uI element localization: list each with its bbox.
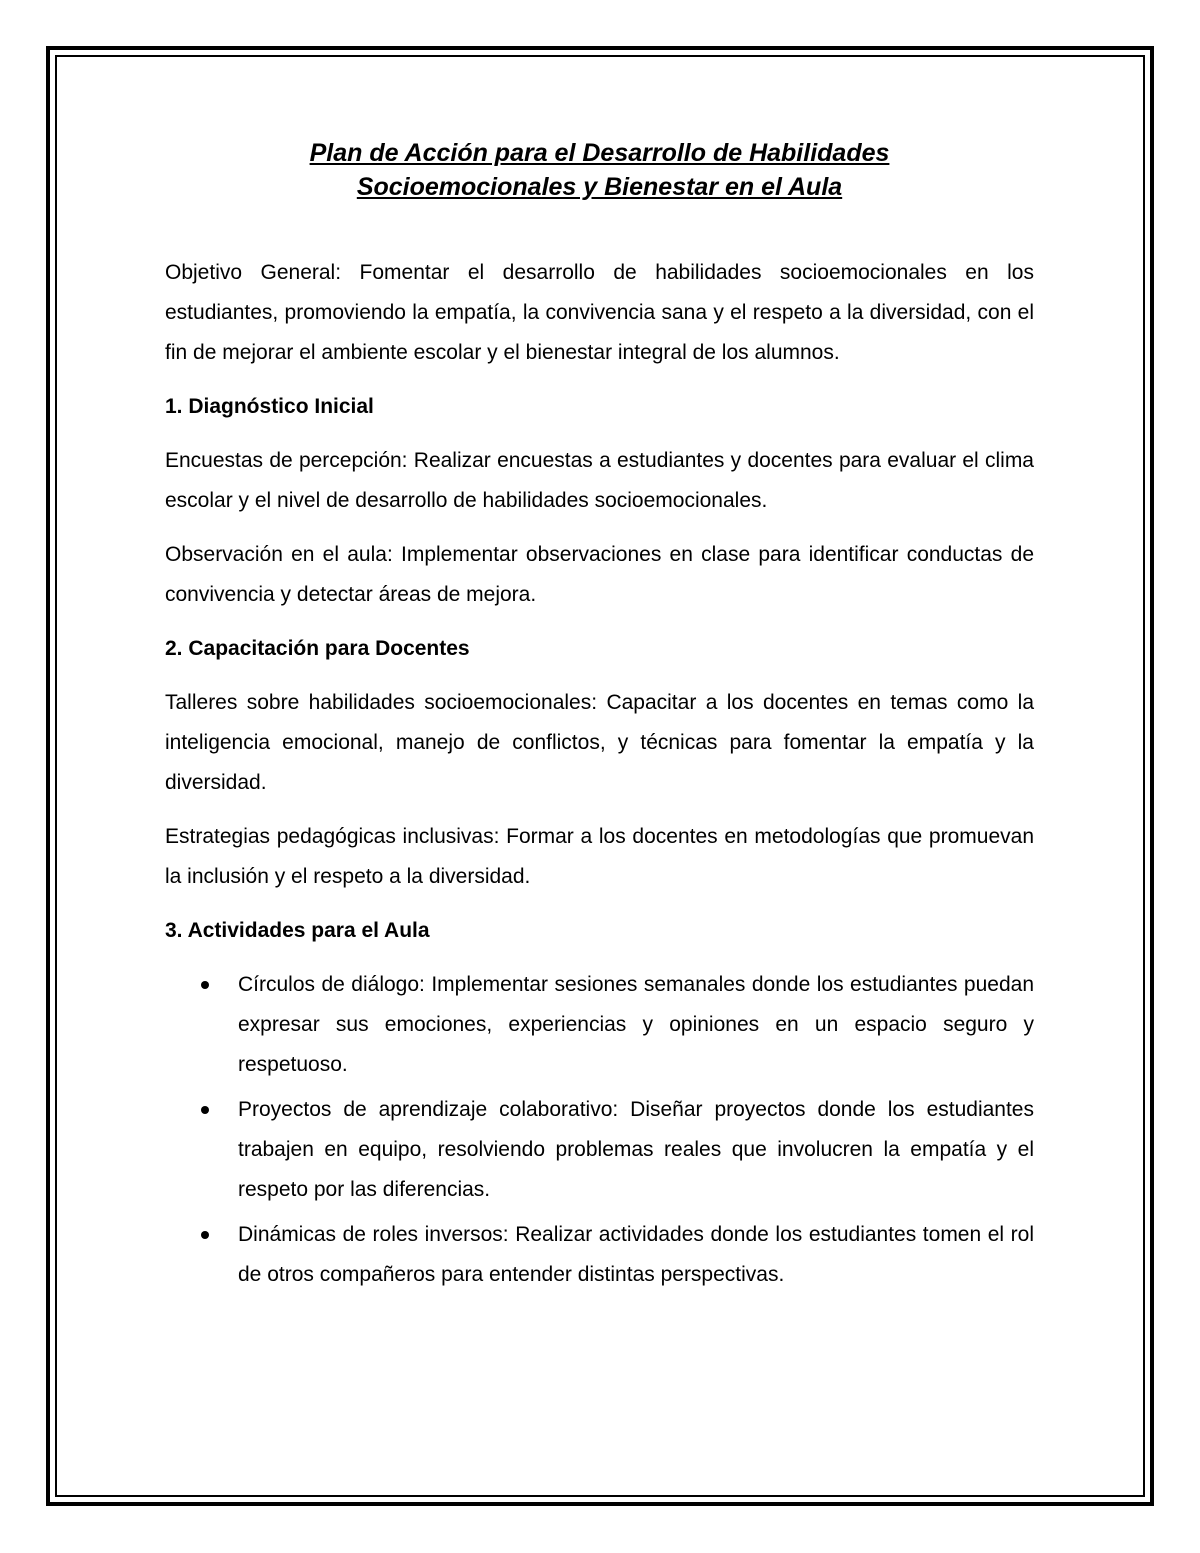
list-item xyxy=(165,965,1034,1085)
bullet-icon xyxy=(201,1231,209,1239)
title-line-1: Plan de Acción para el Desarrollo de Habilidades xyxy=(309,139,890,167)
bullet-icon xyxy=(201,1106,209,1114)
list-item-text: Dinámicas de roles inversos: Realizar actividades donde los estudiantes tomen el rol de otros compañeros para entender distintas perspectivas. xyxy=(238,1223,1034,1286)
list-item-text: Círculos de diálogo: Implementar sesiones semanales donde los estudiantes puedan expresar sus emociones, experiencias y opiniones en un espacio seguro y respetuoso. xyxy=(238,973,1034,1076)
section-heading-actividades: 3. Actividades para el Aula xyxy=(165,919,430,942)
paragraph-talleres: Talleres sobre habilidades socioemocionales: Capacitar a los docentes en temas como la inteligencia emocional, manejo de conflictos, y técnicas para fomentar la empatía y la diversidad. xyxy=(165,691,1034,794)
list-item-text: Proyectos de aprendizaje colaborativo: Diseñar proyectos donde los estudiantes trabajen en equipo, resolviendo problemas reales que involucren la empatía y el respeto por las diferencias. xyxy=(238,1098,1034,1201)
title-line-2: Socioemocionales y Bienestar en el Aula xyxy=(356,173,843,201)
list-item xyxy=(165,1215,1034,1295)
list-item xyxy=(165,1090,1034,1210)
document-body xyxy=(165,136,1034,1300)
paragraph-encuestas: Encuestas de percepción: Realizar encuestas a estudiantes y docentes para evaluar el clima escolar y el nivel de desarrollo de habilidades socioemocionales. xyxy=(165,449,1034,512)
paragraph-observacion: Observación en el aula: Implementar observaciones en clase para identificar conductas de convivencia y detectar áreas de mejora. xyxy=(165,543,1034,606)
section-heading-diagnostico: 1. Diagnóstico Inicial xyxy=(165,395,374,418)
document-title xyxy=(165,136,1034,204)
section-heading-capacitacion: 2. Capacitación para Docentes xyxy=(165,637,470,660)
objective-paragraph: Objetivo General: Fomentar el desarrollo de habilidades socioemocionales en los estudiantes, promoviendo la empatía, la convivencia sana y el respeto a la diversidad, con el fin de mejorar el ambiente escolar y el bienestar integral de los alumnos. xyxy=(165,261,1034,364)
bullet-icon xyxy=(201,981,209,989)
activities-list xyxy=(165,965,1034,1295)
paragraph-estrategias: Estrategias pedagógicas inclusivas: Formar a los docentes en metodologías que promuevan la inclusión y el respeto a la diversidad. xyxy=(165,825,1034,888)
